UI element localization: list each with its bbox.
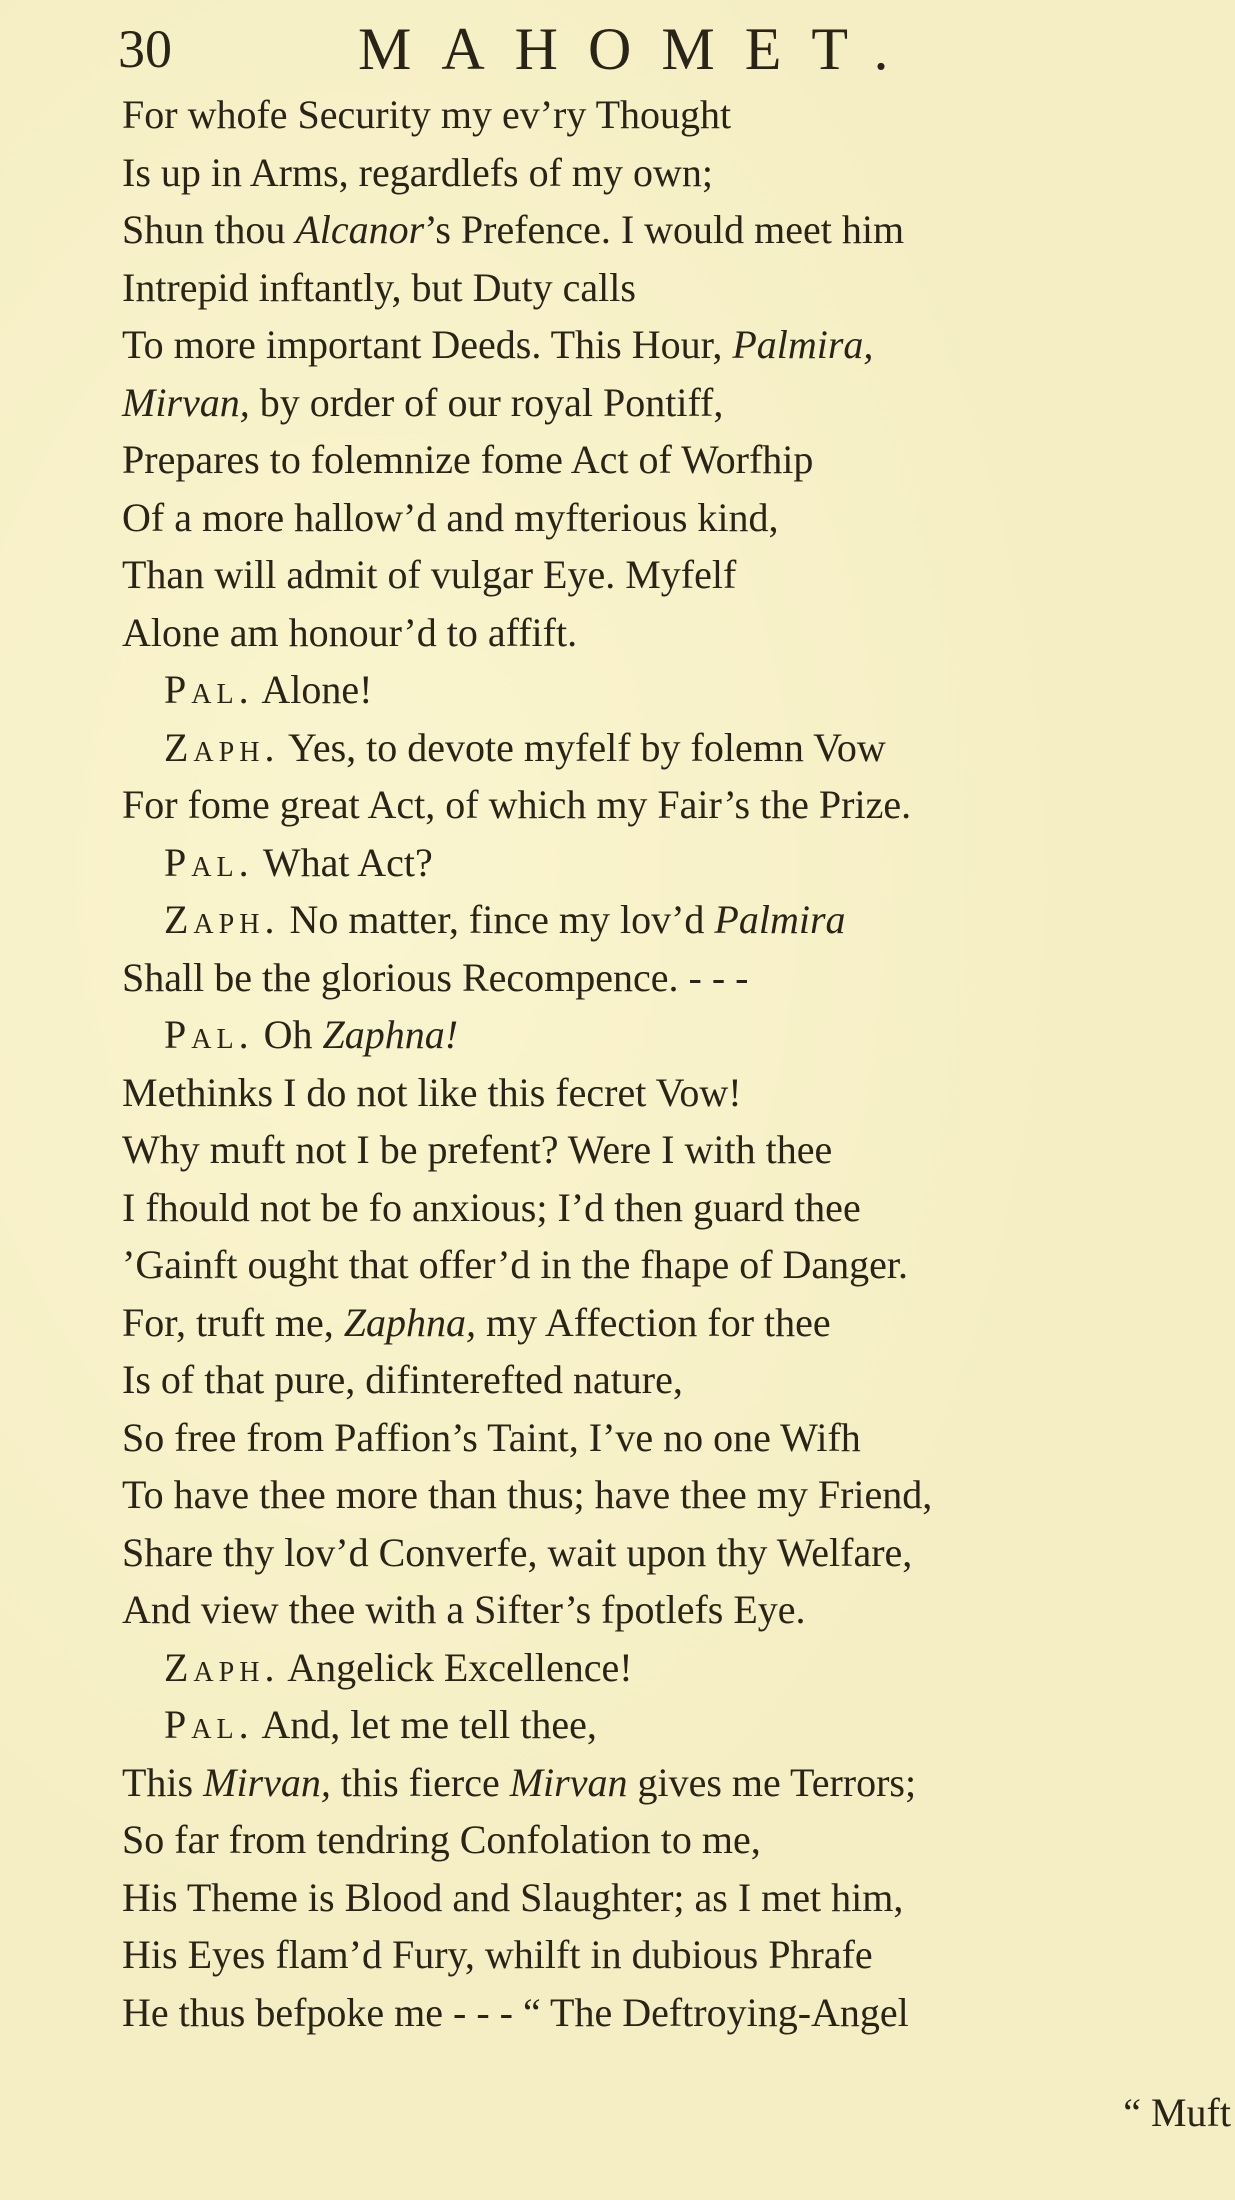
verse-line: [122, 1294, 1182, 1352]
line-text: Of a more hallow’d and myfterious kind,: [122, 494, 779, 540]
verse-line: [122, 1006, 1182, 1064]
catchword: “ Muft: [1123, 2090, 1231, 2135]
speaker-name: Zaph.: [164, 897, 280, 942]
speaker-name: Zaph.: [164, 1644, 280, 1690]
speaker-name: Zaph.: [164, 724, 280, 770]
line-text: ’s Prefence. I would meet him: [424, 207, 905, 252]
page-header: [118, 18, 1118, 80]
verse-line: [122, 1984, 1182, 2042]
verse-line: [122, 1754, 1182, 1812]
line-text: I fhould not be fo anxious; I’d then guard thee: [122, 1184, 861, 1230]
line-text: No matter, fince my lov’d: [279, 897, 715, 942]
italic-text: Zaphna,: [343, 1299, 476, 1345]
line-text: He thus befpoke me - - - “ The Deftroying-Angel: [122, 1989, 909, 2035]
line-text: What Act?: [253, 839, 433, 885]
line-text: Oh: [253, 1012, 323, 1057]
italic-text: Mirvan,: [203, 1759, 331, 1805]
running-title: MAHOMET.: [358, 16, 919, 82]
line-text: this fierce: [330, 1759, 510, 1805]
speaker-name: Pal.: [164, 667, 254, 712]
line-text: For fome great Act, of which my Fair’s the Prize.: [122, 782, 912, 827]
verse-line: [122, 1639, 1182, 1697]
verse-line: [122, 546, 1182, 604]
verse-line: [122, 776, 1182, 834]
verse-line: [122, 891, 1182, 949]
speaker-name: Pal.: [164, 1012, 254, 1057]
line-text: Shall be the glorious Recompence. - - -: [122, 954, 749, 1000]
verse-line: [122, 834, 1182, 892]
line-text: Shun thou: [122, 207, 296, 252]
verse-line: [122, 1524, 1182, 1582]
verse-line: [122, 489, 1182, 547]
line-text: To more important Deeds. This Hour,: [122, 322, 733, 367]
italic-text: Mirvan,: [122, 379, 250, 425]
line-text: Alone am honour’d to affift.: [122, 609, 578, 655]
italic-text: Palmira: [714, 897, 846, 942]
line-text: And, let me tell thee,: [253, 1702, 597, 1747]
speaker-name: Pal.: [164, 1702, 254, 1747]
verse-line: [122, 1696, 1182, 1754]
verse-line: [122, 719, 1182, 777]
line-text: Is up in Arms, regardlefs of my own;: [122, 149, 714, 195]
line-text: Methinks I do not like this fecret Vow!: [122, 1069, 742, 1115]
line-text: His Theme is Blood and Slaughter; as I met him,: [122, 1874, 904, 1920]
line-text: Angelick Excellence!: [279, 1644, 633, 1690]
line-text: For, truft me,: [122, 1299, 344, 1345]
line-text: Is of that pure, difinterefted nature,: [122, 1357, 683, 1402]
italic-text: Zaphna!: [322, 1012, 459, 1057]
verse-text: [122, 86, 1182, 2041]
verse-line: [122, 1409, 1182, 1467]
verse-line: [122, 1581, 1182, 1639]
line-text: ’Gainft ought that offer’d in the fhape of Danger.: [122, 1242, 909, 1287]
line-text: And view thee with a Sifter’s fpotlefs Eye.: [122, 1587, 806, 1632]
line-text: So far from tendring Confolation to me,: [122, 1817, 761, 1862]
line-text: His Eyes flam’d Fury, whilft in dubious Phrafe: [122, 1932, 873, 1977]
speaker-name: Pal.: [164, 839, 254, 885]
line-text: Than will admit of vulgar Eye. Myfelf: [122, 552, 737, 597]
verse-line: [122, 604, 1182, 662]
verse-line: [122, 86, 1182, 144]
italic-text: Mirvan: [509, 1759, 628, 1805]
verse-line: [122, 144, 1182, 202]
verse-line: [122, 1179, 1182, 1237]
verse-line: [122, 949, 1182, 1007]
verse-line: [122, 1236, 1182, 1294]
line-text: Intrepid inftantly, but Duty calls: [122, 264, 636, 310]
verse-line: [122, 661, 1182, 719]
line-text: For whofe Security my ev’ry Thought: [122, 92, 732, 137]
line-text: To have thee more than thus; have thee my Friend,: [122, 1472, 933, 1517]
verse-line: [122, 1926, 1182, 1984]
verse-line: [122, 374, 1182, 432]
line-text: Yes, to devote myfelf by folemn Vow: [279, 724, 886, 770]
verse-line: [122, 1121, 1182, 1179]
line-text: Share thy lov’d Converfe, wait upon thy Welfare,: [122, 1529, 913, 1575]
line-text: So free from Paffion’s Taint, I’ve no one Wifh: [122, 1414, 861, 1460]
verse-line: [122, 1811, 1182, 1869]
line-text: gives me Terrors;: [627, 1759, 917, 1805]
verse-line: [122, 431, 1182, 489]
verse-line: [122, 1351, 1182, 1409]
italic-text: Palmira,: [732, 322, 874, 367]
line-text: Why muft not I be prefent? Were I with thee: [122, 1127, 833, 1172]
verse-line: [122, 201, 1182, 259]
line-text: This: [122, 1759, 204, 1805]
line-text: by order of our royal Pontiff,: [249, 379, 724, 425]
verse-line: [122, 1466, 1182, 1524]
verse-line: [122, 1869, 1182, 1927]
italic-text: Alcanor: [295, 207, 425, 252]
line-text: my Affection for thee: [475, 1299, 831, 1345]
verse-line: [122, 1064, 1182, 1122]
line-text: Prepares to folemnize fome Act of Worfhip: [122, 437, 814, 482]
line-text: Alone!: [253, 667, 373, 712]
verse-line: [122, 259, 1182, 317]
page-number: 30: [118, 19, 172, 79]
verse-line: [122, 316, 1182, 374]
